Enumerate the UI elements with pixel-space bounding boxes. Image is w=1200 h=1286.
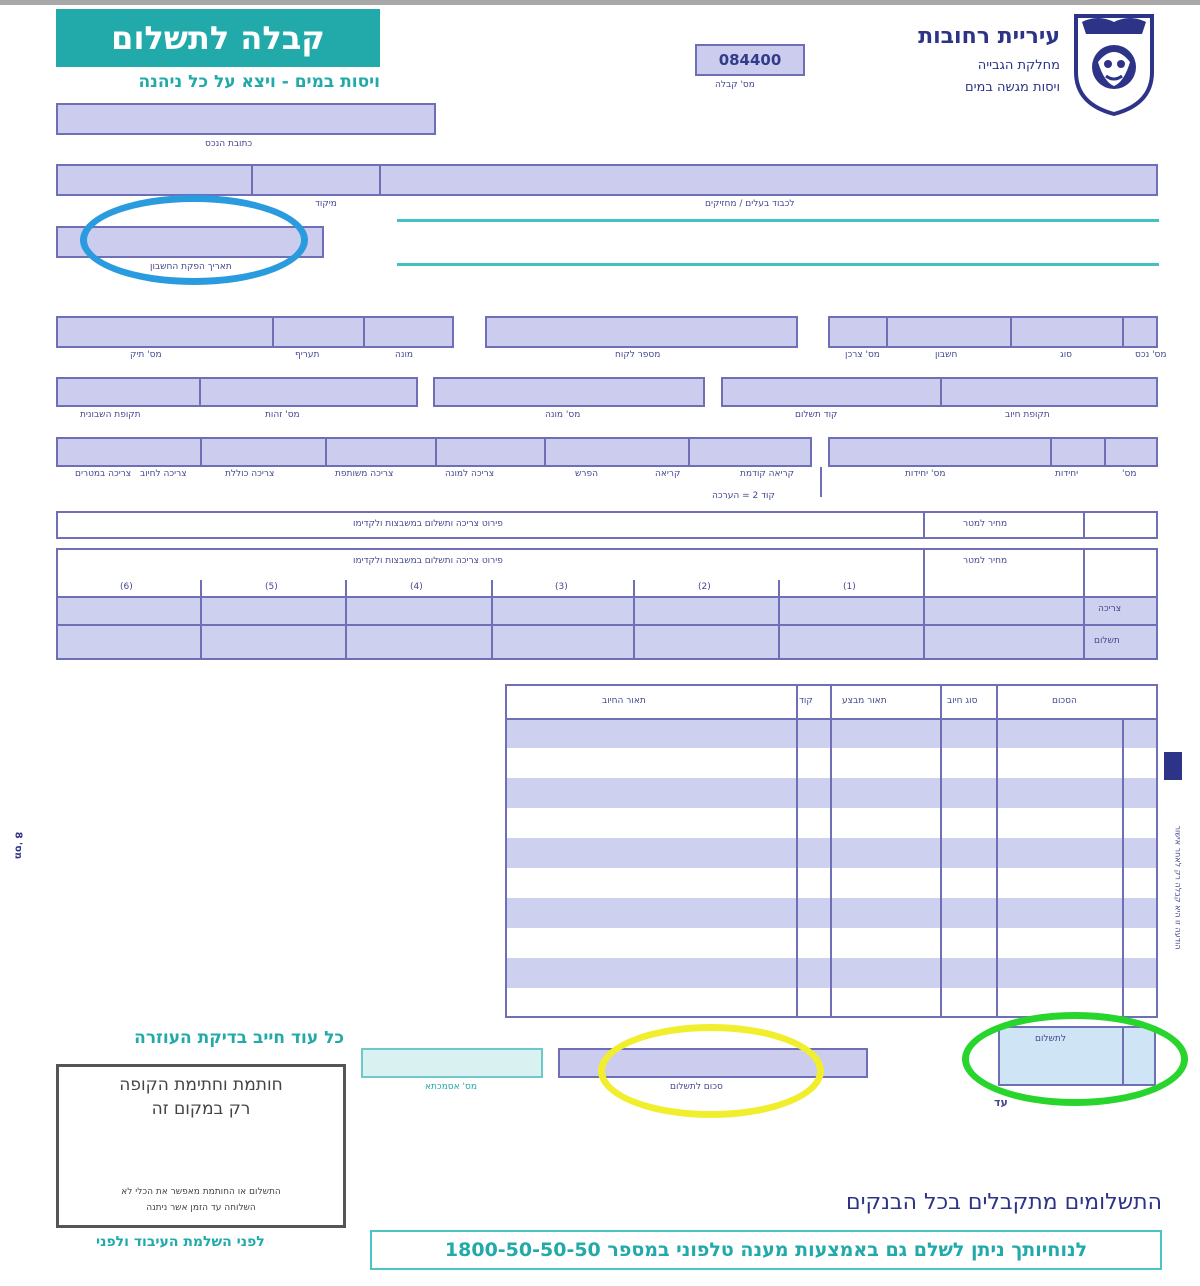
due-amount-label: לתשלום <box>1035 1034 1066 1044</box>
side-text-left: מס' 8 <box>12 831 24 860</box>
green-highlight-circle <box>962 1012 1188 1106</box>
stamp-small-1: התשלום או החותמת מאפשר את הכלי לא <box>121 1187 281 1197</box>
field-divider <box>325 439 327 465</box>
row5-label-5: קריאה <box>655 469 681 479</box>
field-divider <box>1050 439 1052 465</box>
client-notice: כל עוד חייב בדיקת העוזרה <box>134 1028 344 1048</box>
row5-note: קוד 2 = הערכה <box>712 491 775 501</box>
water-table-1 <box>56 511 1158 539</box>
row4-group-middle[interactable] <box>433 377 705 407</box>
row3-group-right[interactable] <box>828 316 1158 348</box>
addressee-label: לכבוד בעלים / מחזיקים <box>705 199 795 209</box>
municipality-logo <box>1068 12 1160 116</box>
row5-label-8: צריכה משותפת <box>335 469 394 479</box>
row4-label-5: תקופת השבונית <box>80 410 141 420</box>
field-divider <box>1104 439 1106 465</box>
receipt-number: 084400 <box>718 51 782 69</box>
phone-payment-text: לנוחיותך ניתן לשלם גם באמצעות מענה טלפוני במספר 1800-50-50-50 <box>444 1239 1088 1261</box>
banks-text: התשלומים מתקבלים בכל הבנקים <box>846 1190 1162 1215</box>
bill-date-label: תאריך הפקת החשבון <box>150 262 232 272</box>
teal-line-2 <box>397 263 1159 266</box>
reference-field[interactable] <box>361 1048 543 1078</box>
page-subtitle: ויסות במים - ויצא על כל ניהנה <box>138 72 380 92</box>
charges-header-description: תאור החיוב <box>602 696 646 706</box>
row5-label-11: צריכה במטרים <box>75 469 132 479</box>
row4-label-4: מס' זהות <box>265 410 300 420</box>
row3-label-3: חשבון <box>935 350 958 360</box>
water-table-1-title: פירוט צריכה ותשלום במשבצות ולקדימו <box>353 519 503 529</box>
water-table-2-label: מחיר למטר <box>963 556 1008 566</box>
top-border <box>0 0 1200 5</box>
title-banner <box>56 9 380 67</box>
table-divider <box>923 550 925 658</box>
stamp-area <box>56 1064 346 1228</box>
table-divider <box>1083 550 1085 658</box>
column-header: (5) <box>265 582 278 592</box>
row5-label-4: קריאה קודמת <box>740 469 795 479</box>
teal-line-1 <box>397 219 1159 222</box>
row3-label-1: מס' נכס <box>1135 350 1167 360</box>
charges-header-code: קוד <box>799 696 813 706</box>
stamp-small-2: השלוחה עד הזמן אשר ניתנה <box>146 1203 256 1213</box>
charges-header-action: תאור מבצע <box>842 696 887 706</box>
field-divider <box>886 318 888 346</box>
row3-group-left[interactable] <box>56 316 454 348</box>
addressee-field[interactable] <box>56 164 1158 196</box>
row3-label-7: תעריף <box>295 350 320 360</box>
column-header: (2) <box>698 582 711 592</box>
table-divider <box>778 580 780 658</box>
field-divider <box>1122 318 1124 346</box>
field-divider <box>435 439 437 465</box>
table-divider <box>200 580 202 658</box>
field-divider <box>544 439 546 465</box>
table-row-shade <box>58 626 1156 658</box>
row5-label-6: הפרש <box>575 469 598 479</box>
row4-label-1: תקופת חיוב <box>1005 410 1050 420</box>
row3-group-middle[interactable] <box>485 316 798 348</box>
row4-group-right[interactable] <box>721 377 1158 407</box>
table-divider <box>830 686 832 1016</box>
org-line2: ויסות מגשה במים <box>964 80 1060 95</box>
property-address-label: כתובת הנכס <box>205 139 253 149</box>
row5-group-right[interactable] <box>828 437 1158 467</box>
table-divider <box>1122 718 1124 1016</box>
charges-header-amount: הסכום <box>1052 696 1077 706</box>
row4-label-2: קוד תשלום <box>795 410 838 420</box>
side-text-right: הודעה זו היא קבלה רק לאחר אישור <box>1173 825 1183 950</box>
stamp-line-1: חותמת וחתימת הקופה <box>119 1075 283 1095</box>
row5-group-left[interactable] <box>56 437 812 467</box>
field-divider <box>1010 318 1012 346</box>
row3-label-2: סוג <box>1060 350 1073 360</box>
zip-label: מיקוד <box>315 199 337 209</box>
phone-payment-box <box>370 1230 1162 1270</box>
property-address-field[interactable] <box>56 103 436 135</box>
row3-label-8: מס' תיק <box>130 350 162 360</box>
row-header: תשלום <box>1094 636 1120 646</box>
row-header: צריכה <box>1098 604 1122 614</box>
column-header: (4) <box>410 582 423 592</box>
row5-label-3: מס' יחידות <box>905 469 946 479</box>
column-header: (3) <box>555 582 568 592</box>
water-table-2 <box>56 548 1158 660</box>
field-divider <box>199 379 201 405</box>
table-divider <box>491 580 493 658</box>
row5-label-10: צריכה לחיוב <box>140 469 187 479</box>
receipt-number-box[interactable] <box>695 44 805 76</box>
water-table-1-label: מחיר למטר <box>963 519 1008 529</box>
row3-label-6: מונה <box>395 350 414 360</box>
table-divider <box>940 686 942 1016</box>
blue-highlight-circle <box>80 195 308 285</box>
field-divider <box>940 379 942 405</box>
charges-header-type: סוג חיוב <box>947 696 978 706</box>
table-divider <box>923 513 925 537</box>
org-line1: מחלקת הגבייה <box>977 58 1060 73</box>
row3-label-5: מספר לקוח <box>615 350 661 360</box>
row5-label-2: יחידות <box>1055 469 1079 479</box>
receipt-number-label: מס' קבלה <box>715 80 755 90</box>
water-table-2-title: פירוט צריכה ותשלום במשבצות ולקדימו <box>353 556 503 566</box>
charges-table <box>505 684 1158 1018</box>
org-name: עיריית רחובות <box>918 24 1060 49</box>
field-divider <box>272 318 274 346</box>
bracket-line <box>820 467 822 497</box>
row4-group-left[interactable] <box>56 377 418 407</box>
table-divider <box>633 580 635 658</box>
table-row-shade <box>58 598 1156 624</box>
row3-label-4: מס' צרכן <box>845 350 880 360</box>
stamp-line-2: רק במקום זה <box>151 1099 251 1119</box>
reference-label: מס' אסמכתא <box>425 1082 477 1092</box>
table-divider <box>1083 513 1085 537</box>
table-divider <box>796 686 798 1016</box>
table-divider <box>345 580 347 658</box>
table-hline <box>58 624 1156 626</box>
stamp-under-text: לפני השלמת העיבוד ולפני <box>96 1234 265 1250</box>
column-header: (1) <box>843 582 856 592</box>
field-divider <box>363 318 365 346</box>
field-divider <box>379 166 381 194</box>
yellow-highlight-circle <box>598 1024 824 1118</box>
row5-label-7: צריכה למונה <box>445 469 495 479</box>
payment-amount-label: סכום לתשלום <box>670 1082 723 1092</box>
column-header: (6) <box>120 582 133 592</box>
table-divider <box>996 686 998 1016</box>
field-divider <box>200 439 202 465</box>
due-under-label: עד <box>994 1096 1008 1109</box>
row4-label-3: מס' מונה <box>545 410 581 420</box>
table-hline <box>58 596 1156 598</box>
field-divider <box>251 166 253 194</box>
page-title: קבלה לתשלום <box>111 19 325 57</box>
side-strip <box>1164 752 1182 780</box>
row5-label-1: מס' <box>1122 469 1137 479</box>
row5-label-9: צריכה כוללת <box>225 469 275 479</box>
field-divider <box>688 439 690 465</box>
